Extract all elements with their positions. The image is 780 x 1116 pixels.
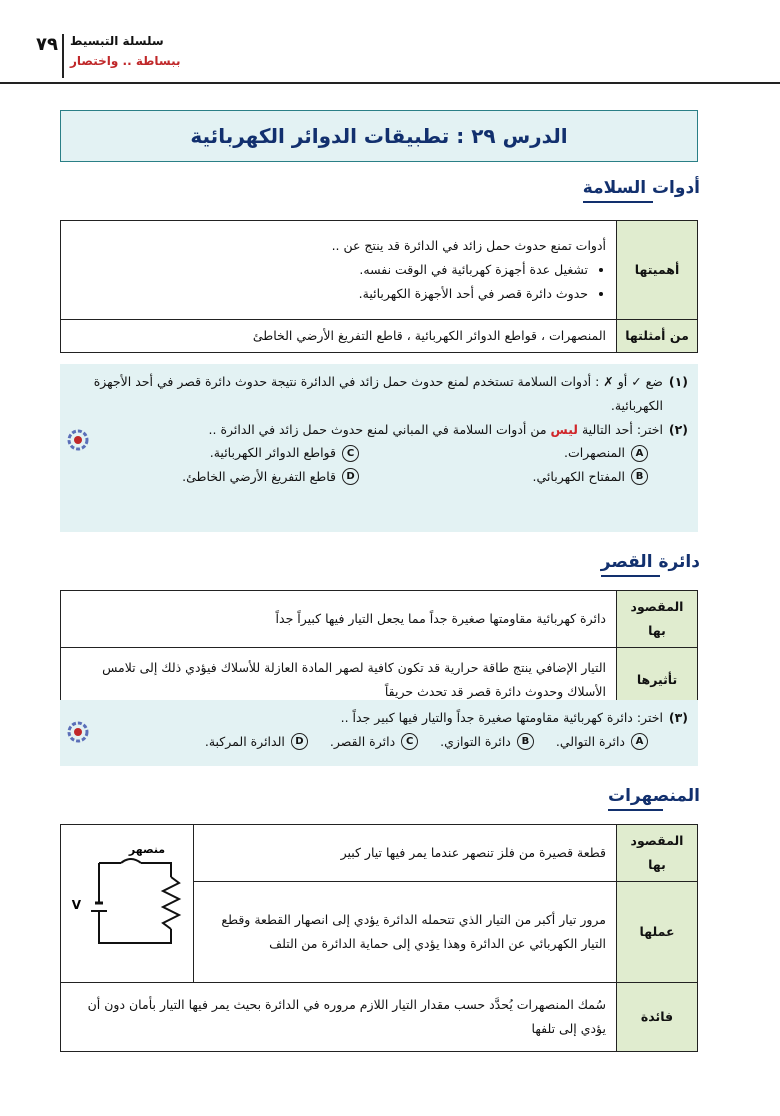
row-label: المقصود بها	[617, 825, 698, 882]
question-box-1-2	[60, 364, 698, 532]
option-text: دائرة التوالي.	[555, 733, 625, 749]
gear-hint-icon	[64, 718, 92, 746]
question-2	[70, 418, 688, 442]
question-number: (٢)	[668, 421, 688, 437]
question-number: (١)	[668, 374, 688, 389]
lesson-title-box	[60, 110, 698, 162]
section-title-fuses: المنصهرات	[608, 786, 700, 811]
answer-options	[70, 730, 688, 754]
row-content	[61, 221, 617, 320]
row-content: قطعة قصيرة من فلز تنصهر عندما يمر فيها تيار كبير	[194, 825, 617, 882]
option-letter: A	[631, 445, 648, 462]
option-text: المفتاح الكهربائي.	[532, 469, 625, 484]
list-item: • تشغيل عدة أجهزة كهربائية في الوقت نفسه.	[71, 258, 588, 282]
row-label: المقصود بها	[617, 591, 698, 648]
question-highlight: ليس	[550, 421, 578, 437]
option-c[interactable]	[70, 441, 359, 465]
row-content: دائرة كهربائية مقاومتها صغيرة جداً مما يجعل التيار فيها كبيراً جداً	[61, 591, 617, 648]
lesson-title: الدرس ٢٩ : تطبيقات الدوائر الكهربائية	[190, 124, 568, 148]
option-letter: D	[291, 733, 308, 750]
question-prefix: اختر: أحد التالية	[581, 421, 663, 437]
circuit-diagram-cell	[61, 825, 194, 983]
question-text	[209, 418, 663, 442]
option-b[interactable]	[359, 465, 648, 489]
table-row	[61, 591, 698, 648]
row-label: فائدة	[617, 982, 698, 1051]
option-text: الدائرة المركبة.	[204, 733, 285, 749]
safety-table	[60, 220, 698, 353]
row-label: أهميتها	[617, 221, 698, 320]
option-letter: C	[342, 445, 359, 462]
question-number: (٣)	[668, 710, 688, 725]
list-item: • حدوث دائرة قصر في أحد الأجهزة الكهربائية.	[71, 282, 588, 306]
option-text: دائرة القصر.	[329, 733, 396, 749]
answer-options	[70, 441, 688, 489]
header-rule	[0, 82, 780, 84]
row-content: التيار الإضافي ينتج طاقة حرارية قد تكون كافية لصهر المادة العازلة للأسلاك فيؤدي ذلك إلى تلامس الأسلاك وحدوث دائرة قصر قد تحدث حريقاً	[61, 647, 617, 712]
question-text: اختر: دائرة كهربائية مقاومتها صغيرة جداً والتيار فيها كبير جداً ..	[340, 710, 663, 725]
section-title-short-circuit: دائرة القصر	[601, 552, 700, 577]
importance-list	[71, 258, 606, 306]
option-letter: A	[631, 733, 648, 750]
row-label: من أمثلتها	[617, 320, 698, 353]
table-row	[61, 982, 698, 1051]
series-slogan: ببساطة .. واختصار	[70, 54, 181, 68]
gear-hint-icon	[64, 426, 92, 454]
fuses-table	[60, 824, 698, 1052]
option-letter: B	[517, 733, 534, 750]
option-c[interactable]	[330, 730, 418, 754]
option-letter: D	[342, 468, 359, 485]
importance-intro: أدوات تمنع حدوث حمل زائد في الدائرة قد ينتج عن ..	[331, 238, 606, 254]
option-b[interactable]	[440, 730, 534, 754]
series-name: سلسلة التبسيط	[70, 34, 164, 48]
option-letter: B	[631, 468, 648, 485]
row-content: المنصهرات ، قواطع الدوائر الكهربائية ، قاطع التفريغ الأرضي الخاطئ	[61, 320, 617, 353]
fuse-circuit-diagram	[61, 833, 193, 965]
option-d[interactable]	[205, 730, 308, 754]
option-text: قواطع الدوائر الكهربائية.	[209, 445, 336, 461]
short-circuit-table	[60, 590, 698, 713]
row-label: عملها	[617, 881, 698, 982]
row-label: تأثيرها	[617, 647, 698, 712]
option-a[interactable]	[359, 441, 648, 465]
question-text: ضع ✓ أو ✗ : أدوات السلامة تستخدم لمنع حدوث حمل زائد في الدائرة نتيجة حدوث دائرة قصر في أحد الأجهزة الكهربائية.	[93, 374, 663, 413]
question-1	[70, 370, 688, 418]
option-text: المنصهرات.	[564, 445, 625, 461]
row-content: سُمك المنصهرات يُحدَّد حسب مقدار التيار اللازم مروره في الدائرة بحيث يمر فيها التيار بأمان دون أن يؤدي إلى تلفها	[61, 982, 617, 1051]
option-a[interactable]	[556, 730, 648, 754]
table-row	[61, 825, 698, 882]
header-divider	[62, 34, 64, 78]
question-3	[70, 706, 688, 730]
fuse-label: منصهر	[128, 843, 166, 857]
option-d[interactable]	[70, 465, 359, 489]
page-number: ٧٩	[36, 34, 58, 55]
voltage-label: V	[71, 898, 81, 913]
row-content: مرور تيار أكبر من التيار الذي تتحمله الدائرة يؤدي إلى انصهار القطعة وقطع التيار الكهربائي عن الدائرة وهذا يؤدي إلى حماية الدائرة من التلف	[194, 881, 617, 982]
page-header	[0, 0, 780, 84]
option-letter: C	[401, 733, 418, 750]
table-row	[61, 221, 698, 320]
question-suffix: من أدوات السلامة في المباني لمنع حدوث حمل زائد في الدائرة ..	[208, 421, 547, 437]
option-text: دائرة التوازي.	[440, 733, 511, 749]
table-row	[61, 320, 698, 353]
question-box-3	[60, 700, 698, 766]
option-text: قاطع التفريغ الأرضي الخاطئ.	[182, 469, 336, 484]
section-title-safety: أدوات السلامة	[583, 178, 700, 203]
